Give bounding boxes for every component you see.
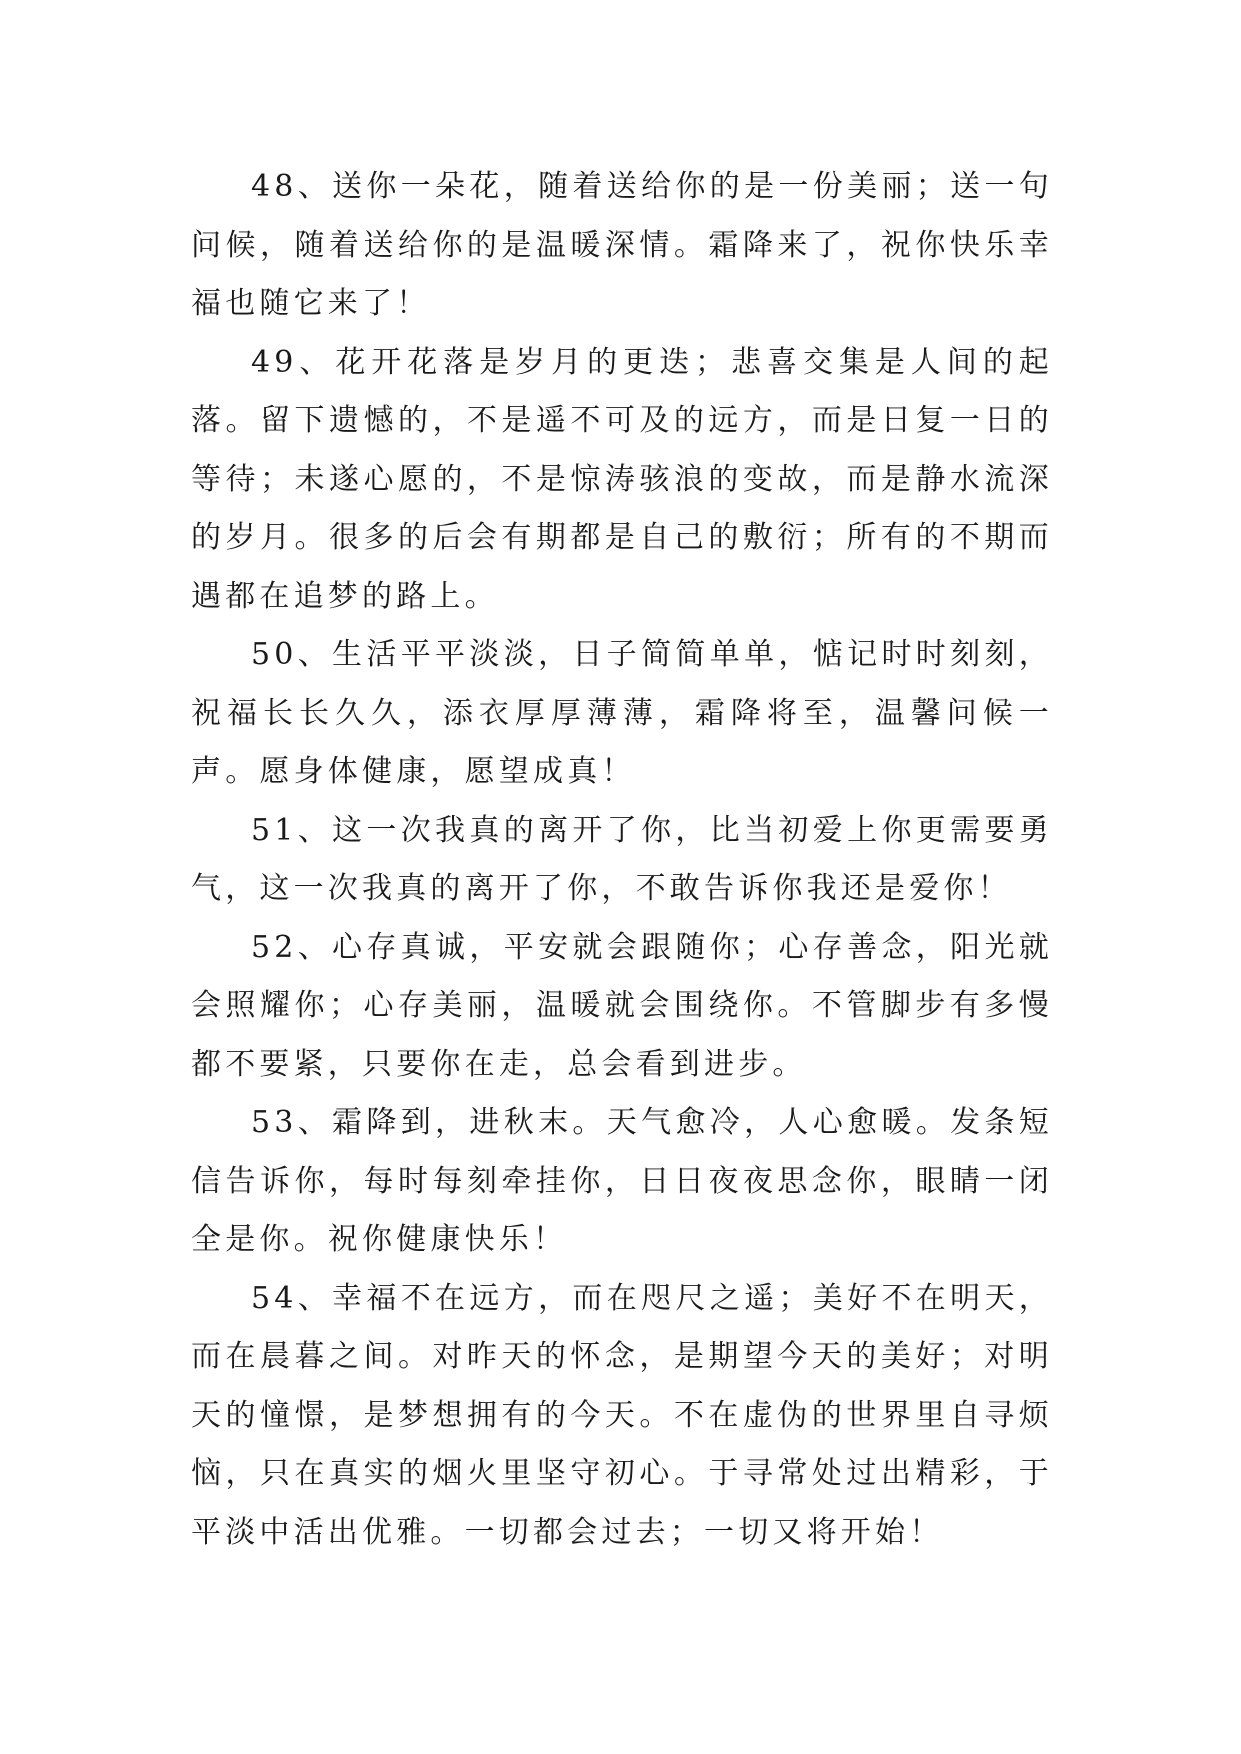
paragraph-53: 53、霜降到，进秋末。天气愈冷，人心愈暖。发条短信告诉你，每时每刻牵挂你，日日夜夜思念你，眼睛一闭全是你。祝你健康快乐！ [191,1105,1053,1257]
document-body [191,158,1053,1562]
paragraph-52: 52、心存真诚，平安就会跟随你；心存善念，阳光就会照耀你；心存美丽，温暖就会围绕你。不管脚步有多慢都不要紧，只要你在走，总会看到进步。 [191,929,1053,1082]
paragraph-50: 50、生活平平淡淡，日子简简单单，惦记时时刻刻，祝福长长久久，添衣厚厚薄薄，霜降将至，温馨问候一声。愿身体健康，愿望成真！ [191,637,1053,789]
paragraph-49: 49、花开花落是岁月的更迭；悲喜交集是人间的起落。留下遗憾的，不是遥不可及的远方，而是日复一日的等待；未遂心愿的，不是惊涛骇浪的变故，而是静水流深的岁月。很多的后会有期都是自己的敷衍；所有的不期而遇都在追梦的路上。 [191,344,1053,614]
paragraph-51: 51、这一次我真的离开了你，比当初爱上你更需要勇气，这一次我真的离开了你，不敢告诉你我还是爱你！ [191,812,1053,906]
paragraph-54: 54、幸福不在远方，而在咫尺之遥；美好不在明天，而在晨暮之间。对昨天的怀念，是期望今天的美好；对明天的憧憬，是梦想拥有的今天。不在虚伪的世界里自寻烦恼，只在真实的烟火里坚守初心。于寻常处过出精彩，于平淡中活出优雅。一切都会过去；一切又将开始！ [191,1280,1053,1550]
paragraph-48: 48、送你一朵花，随着送给你的是一份美丽；送一句问候，随着送给你的是温暖深情。霜降来了，祝你快乐幸福也随它来了！ [191,169,1053,321]
